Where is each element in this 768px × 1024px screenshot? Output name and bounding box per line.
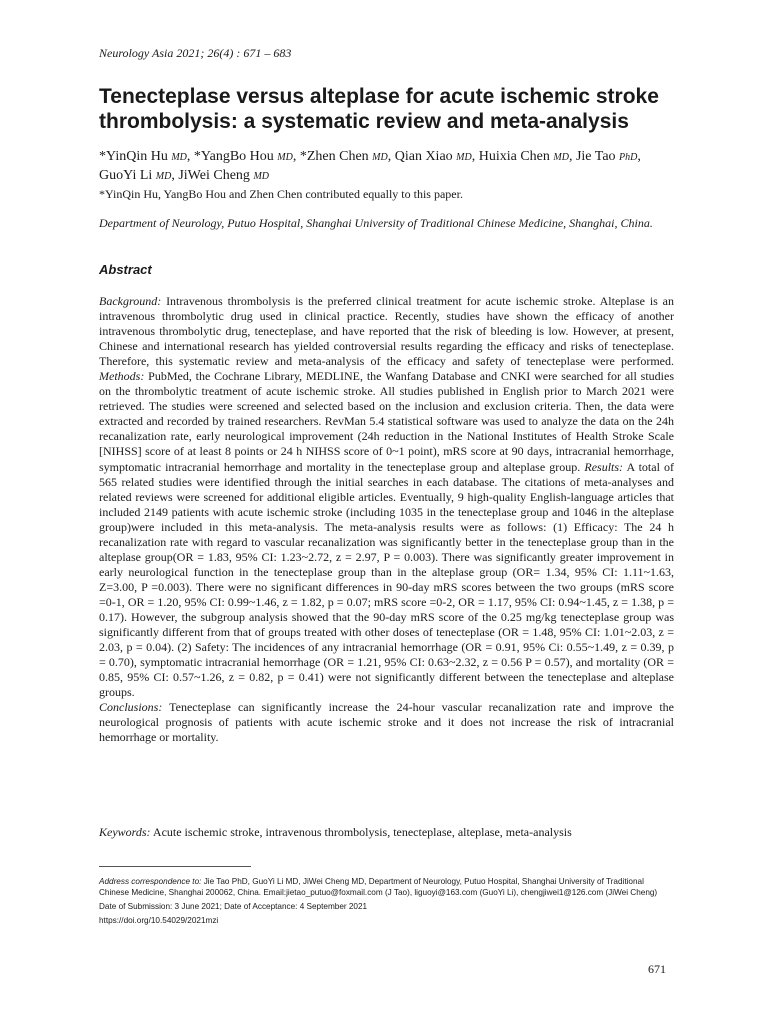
paper-title: Tenecteplase versus alteplase for acute ischemic stroke thrombolysis: a systematic review and meta-analysis: [99, 85, 659, 133]
correspondence-label: Address correspondence to:: [99, 877, 202, 886]
author-list: [99, 148, 679, 186]
conclusions-paragraph: [99, 700, 674, 745]
doi-link[interactable]: https://doi.org/10.54029/2021mzi: [99, 916, 219, 925]
affiliation: Department of Neurology, Putuo Hospital, Shanghai University of Traditional Chinese Medicine, Shanghai, China.: [99, 216, 653, 230]
correspondence-note: [99, 876, 674, 898]
author: JiWei Cheng MD: [178, 168, 269, 183]
methods-label: Methods:: [99, 369, 145, 384]
abstract-heading: Abstract: [99, 262, 152, 277]
abstract-body: [99, 294, 674, 745]
conclusions-label: Conclusions:: [99, 700, 163, 715]
page-number: 671: [648, 962, 666, 976]
background-label: Background:: [99, 294, 162, 308]
author: GuoYi Li MD,: [99, 168, 179, 183]
equal-contribution-note: *YinQin Hu, YangBo Hou and Zhen Chen contributed equally to this paper.: [99, 187, 463, 201]
conclusions-text: Tenecteplase can significantly increase the 24-hour vascular recanalization rate and improve the neurological prognosis of patients with acute ischemic stroke and it does not increase the risk of intracranial hemorrhage or mortality.: [99, 700, 674, 745]
journal-citation: Neurology Asia 2021; 26(4) : 671 – 683: [99, 46, 292, 60]
abstract-paragraph: [99, 294, 674, 700]
background-text: Intravenous thrombolysis is the preferred clinical treatment for acute ischemic stroke. Alteplase is an intravenous thrombolytic drug used in clinical practice. Recently, studies have shown the efficacy of another intravenous thrombolytic drug, tenecteplase, and have reported that the risk of bleeding is low. However, at present, Chinese and international research has yielded controversial results regarding the efficacy and risks of tenecteplase. Therefore, this systematic review and meta-analysis of the efficacy and safety of tenecteplase were performed.: [99, 294, 674, 369]
results-text: A total of 565 related studies were identified through the initial searches in each database. The citations of meta-analyses and related reviews were screened for additional eligible articles. Eventually, 9 high-quality English-language articles that included 2149 patients with acute ischemic stroke (including 1035 in the tenecteplase group and 1046 in the alteplase group)were included in this meta-analysis. The meta-analysis results were as follows: (1) Efficacy: The 24 h recanalization rate with regard to vascular recanalization was significantly better in the tenecteplase group than in the alteplase group(OR = 1.83, 95% CI: 1.23~2.72, z = 2.97, P = 0.003). There was significantly greater improvement in early neurological function in the tenecteplase group than in the alteplase group (OR= 1.34, 95% CI: 1.11~1.63, Z=3.00, P =0.003). There were no significant differences in 90-day mRS scores between the two groups (mRS score =0-1, OR = 1.20, 95% CI: 0.99~1.46, z = 1.82, p = 0.07; mRS score =0-2, OR = 1.17, 95% CI: 0.94~1.45, z = 1.38, p = 0.17). However, the subgroup analysis showed that the 90-day mRS score of the 0.25 mg/kg tenecteplase group was significantly different from that of groups treated with other doses of tenecteplase (OR = 1.48, 95% CI: 1.01~2.03, z = 2.03, p = 0.04). (2) Safety: The incidences of any intracranial hemorrhage (OR = 0.91, 95% Ci: 0.55~1.49, z = 0.39, p = 0.70), symptomatic intracranial hemorrhage (OR = 1.21, 95% CI: 0.63~2.32, z = 0.56 P = 0.57), and mortality (OR = 0.85, 95% CI: 0.57~1.26, z = 0.82, p = 0.41) were not significantly different between the tenecteplase and alteplase groups.: [99, 459, 675, 700]
author: Jie Tao PhD,: [575, 149, 641, 164]
keywords: [99, 825, 674, 840]
keywords-label: Keywords:: [99, 825, 151, 839]
author: Huixia Chen MD,: [478, 149, 576, 164]
footnote-divider: [99, 866, 251, 867]
submission-dates: Date of Submission: 3 June 2021; Date of Acceptance: 4 September 2021: [99, 902, 368, 911]
author: *YangBo Hou MD,: [193, 149, 300, 164]
keywords-text: Acute ischemic stroke, intravenous thrombolysis, tenecteplase, alteplase, meta-analysis: [152, 825, 572, 839]
methods-text: PubMed, the Cochrane Library, MEDLINE, the Wanfang Database and CNKI were searched for all studies on the thrombolytic treatment of acute ischemic stroke. All studies published in English prior to March 2021 were retrieved. The studies were screened and selected based on the inclusion and exclusion criteria. Then, the data were extracted and recorded by trained researchers. RevMan 5.4 statistical software was used to analyze the data on the 24h recanalization rate, early neurological improvement (24h reduction in the National Institutes of Health Stroke Scale [NIHSS] score of at least 8 points or 24 h NIHSS score of 0~1 point), mRS score at 90 days, intracranial hemorrhage, symptomatic intracranial hemorrhage and mortality in the tenecteplase group and alteplase group.: [99, 369, 675, 474]
author: *Zhen Chen MD,: [299, 149, 395, 164]
author: *YinQin Hu MD,: [99, 149, 194, 164]
results-label: Results:: [584, 459, 624, 474]
correspondence-text: Jie Tao PhD, GuoYi Li MD, JiWei Cheng MD, Department of Neurology, Putuo Hospital, Shanghai University of Traditional Chinese Medicine, Shanghai 200062, China. Email:jietao_putuo@foxmail.com (J Tao), liguoyi@163.com (GuoYi Li), chengjiwei1@126.com (JiWei Cheng): [99, 877, 658, 897]
author: Qian Xiao MD,: [394, 149, 479, 164]
